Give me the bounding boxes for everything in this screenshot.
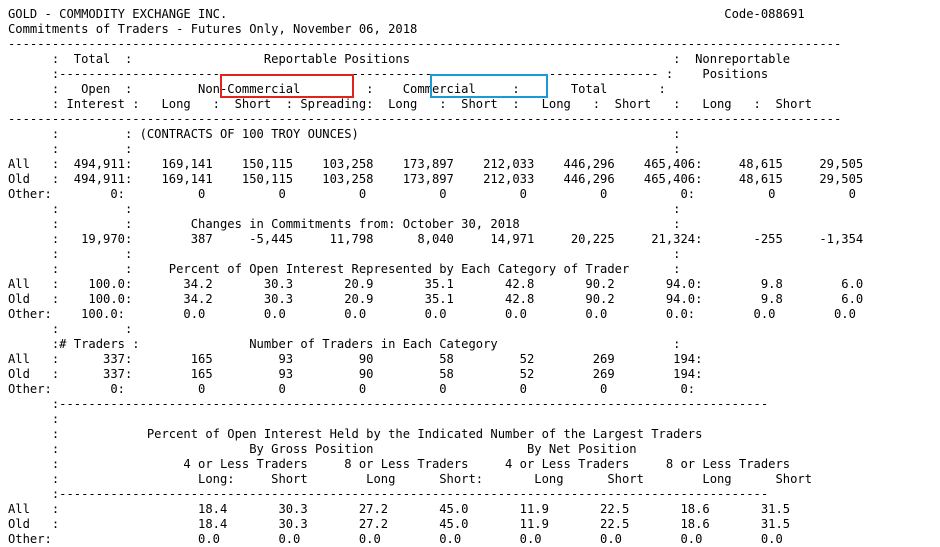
report-line: : : : [8, 142, 681, 156]
report-line: :# Traders : Number of Traders in Each Category : [8, 337, 681, 351]
cot-report-text [8, 7, 863, 547]
report-line: : Interest : Long : Short : Spreading: Long : Short : Long : Short : Long : Short [8, 97, 813, 111]
report-line: : Percent of Open Interest Held by the Indicated Number of the Largest Traders [8, 427, 703, 441]
report-line: All : 18.4 30.3 27.2 45.0 11.9 22.5 18.6 31.5 [8, 502, 791, 516]
report-line: :------------------------------------------------------------------------------------------------- [8, 487, 769, 501]
report-line: GOLD - COMMODITY EXCHANGE INC. Code-088691 [8, 7, 805, 21]
report-line: ------------------------------------------------------------------------------------------------------------------ [8, 112, 842, 126]
report-line: : By Gross Position By Net Position [8, 442, 637, 456]
report-line: : 19,970: 387 -5,445 11,798 8,040 14,971 20,225 21,324: -255 -1,354 [8, 232, 864, 246]
report-line: Old : 494,911: 169,141 150,115 103,258 173,897 212,033 446,296 465,406: 48,615 29,505 [8, 172, 864, 186]
report-line: : 4 or Less Traders 8 or Less Traders 4 or Less Traders 8 or Less Traders [8, 457, 791, 471]
report-line: :---------------------------------------------------------------------------------- : Positions [8, 67, 769, 81]
report-line: Other: 100.0: 0.0 0.0 0.0 0.0 0.0 0.0 0.0: 0.0 0.0 [8, 307, 856, 321]
report-line: :------------------------------------------------------------------------------------------------- [8, 397, 769, 411]
report-line: All : 100.0: 34.2 30.3 20.9 35.1 42.8 90.2 94.0: 9.8 6.0 [8, 277, 864, 291]
report-line: Other: 0: 0 0 0 0 0 0 0: 0 0 [8, 187, 856, 201]
report-line: : Total : Reportable Positions : Nonreportable [8, 52, 791, 66]
report-line: All : 337: 165 93 90 58 52 269 194: [8, 352, 703, 366]
report-line: All : 494,911: 169,141 150,115 103,258 173,897 212,033 446,296 465,406: 48,615 29,505 [8, 157, 864, 171]
report-line: : : Percent of Open Interest Represented by Each Category of Trader : [8, 262, 681, 276]
report-line: Other: 0: 0 0 0 0 0 0 0: [8, 382, 696, 396]
report-line: : : : [8, 247, 681, 261]
report-line: Commitments of Traders - Futures Only, November 06, 2018 [8, 22, 418, 36]
report-line: Old : 18.4 30.3 27.2 45.0 11.9 22.5 18.6 31.5 [8, 517, 791, 531]
report-line: : Open : Non-Commercial : Commercial : Total : [8, 82, 666, 96]
report-line: : : (CONTRACTS OF 100 TROY OUNCES) : [8, 127, 681, 141]
report-line: : : : [8, 202, 681, 216]
report-line: ------------------------------------------------------------------------------------------------------------------ [8, 37, 842, 51]
report-line: : : Changes in Commitments from: October 30, 2018 : [8, 217, 681, 231]
report-line: : : [8, 322, 133, 336]
report-line: Old : 100.0: 34.2 30.3 20.9 35.1 42.8 90.2 94.0: 9.8 6.0 [8, 292, 864, 306]
report-line: Old : 337: 165 93 90 58 52 269 194: [8, 367, 703, 381]
report-line: : [8, 412, 681, 426]
report-line: : Long: Short Long Short: Long Short Long Short [8, 472, 813, 486]
report-line: Other: 0.0 0.0 0.0 0.0 0.0 0.0 0.0 0.0 [8, 532, 783, 546]
